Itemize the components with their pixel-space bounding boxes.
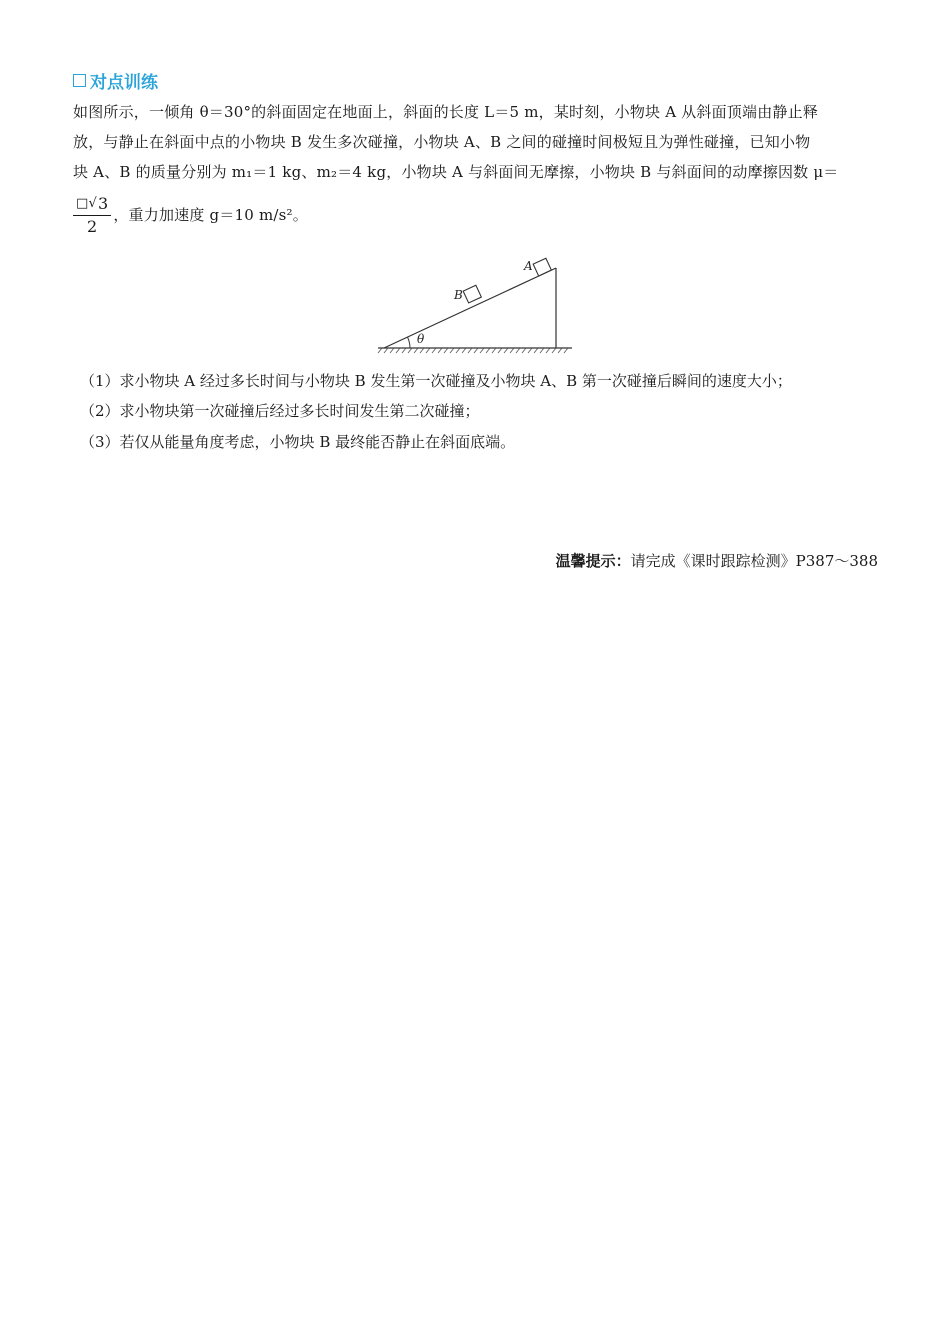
fraction-numerator [73,193,111,216]
theta-label: θ [417,332,425,346]
section-heading [73,68,158,92]
radical-sign: □√ [76,195,97,211]
fraction-root3-over-2 [73,193,111,238]
tip-note [556,546,878,576]
tip-text: 请完成《课时跟踪检测》P387～388 [630,552,878,570]
radicand: 3 [97,193,109,213]
problem-line-1: 如图所示，一倾角 θ＝30°的斜面固定在地面上，斜面的长度 L＝5 m，某时刻，小物块 A 从斜面顶端由静止释 [73,103,819,121]
fraction-denominator: 2 [86,216,98,236]
block-a [533,258,551,276]
angle-arc [408,337,410,348]
block-a-label: A [524,259,533,273]
block-b [463,285,481,303]
problem-line-2: 放，与静止在斜面中点的小物块 B 发生多次碰撞，小物块 A、B 之间的碰撞时间极短且为弹性碰撞，已知小物 [73,133,811,151]
question-1: （1）求小物块 A 经过多长时间与小物块 B 发生第一次碰撞及小物块 A、B 第一次碰撞后瞬间的速度大小； [80,372,792,390]
problem-line-4 [73,190,878,240]
checkbox-square-icon [73,74,86,87]
problem-line-4-text: ，重力加速度 g＝10 m/s²。 [113,206,308,224]
tip-label: 温馨提示： [555,552,631,570]
section-title-text: 对点训练 [90,72,158,93]
block-b-label: B [454,288,463,302]
incline-surface [384,268,556,348]
ground-hatching [378,348,568,353]
incline-diagram [370,252,576,356]
question-3: （3）若仅从能量角度考虑，小物块 B 最终能否静止在斜面底端。 [80,433,516,451]
question-2: （2）求小物块第一次碰撞后经过多长时间发生第二次碰撞； [80,402,480,420]
problem-line-3: 块 A、B 的质量分别为 m₁＝1 kg、m₂＝4 kg，小物块 A 与斜面间无摩擦，小物块 B 与斜面间的动摩擦因数 μ＝ [73,163,839,181]
